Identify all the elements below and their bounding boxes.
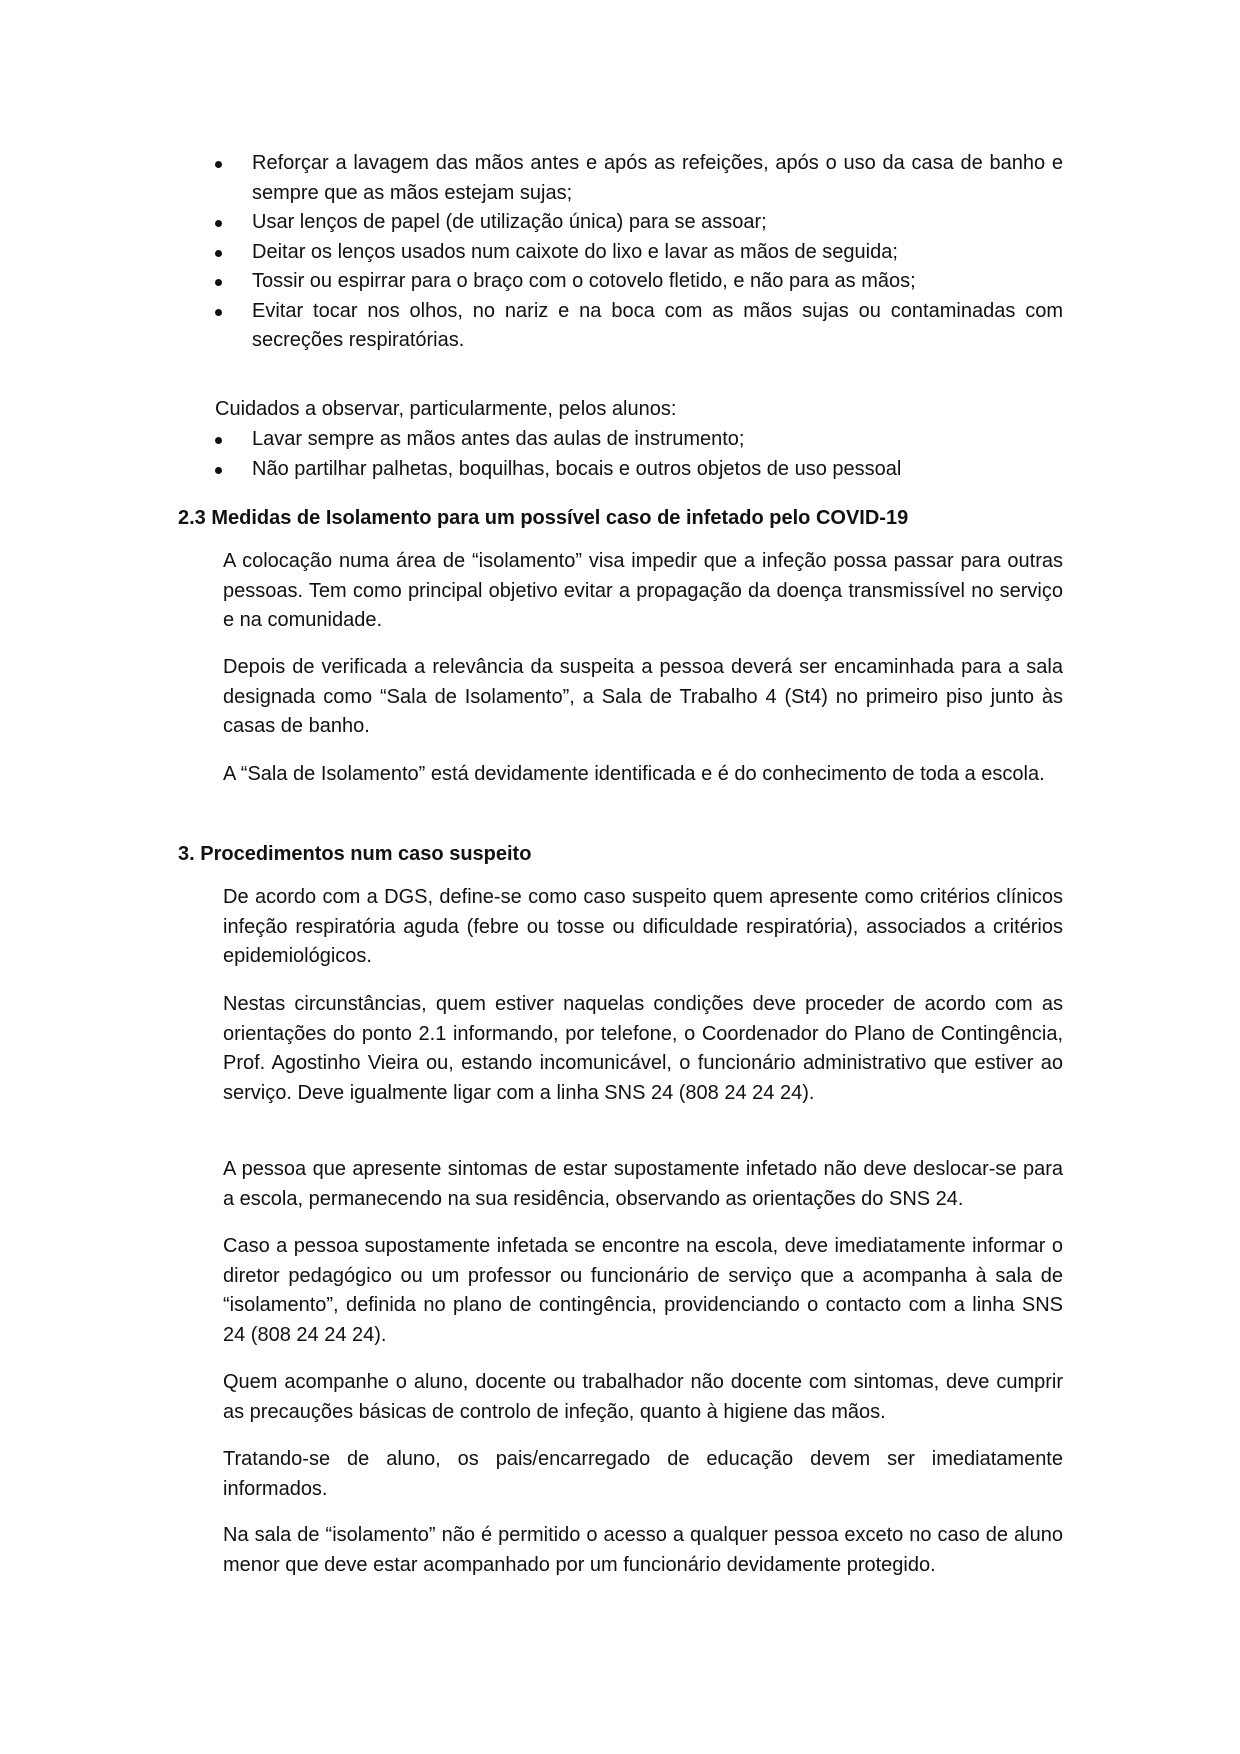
list-item: Usar lenços de papel (de utilização única) para se assoar;	[223, 208, 1063, 238]
students-intro: Cuidados a observar, particularmente, pelos alunos:	[215, 398, 677, 420]
students-bullet-list	[223, 425, 1063, 484]
list-item: Tossir ou espirrar para o braço com o cotovelo fletido, e não para as mãos;	[223, 267, 1063, 297]
section-3-paragraph: A pessoa que apresente sintomas de estar supostamente infetado não deve deslocar-se para a escola, permanecendo na sua residência, observando as orientações do SNS 24.	[223, 1158, 1063, 1210]
section-3-paragraph: Caso a pessoa supostamente infetada se encontre na escola, deve imediatamente informar o diretor pedagógico ou um professor ou funcionário de serviço que a acompanha à sala de “isolamento”, definida no plano de contingência, providenciando o contacto com a linha SNS 24 (808 24 24 24).	[223, 1235, 1063, 1346]
section-3-paragraph: Na sala de “isolamento” não é permitido o acesso a qualquer pessoa exceto no caso de aluno menor que deve estar acompanhado por um funcionário devidamente protegido.	[223, 1524, 1063, 1576]
list-item: Lavar sempre as mãos antes das aulas de instrumento;	[223, 425, 1063, 455]
section-2-3-heading: 2.3 Medidas de Isolamento para um possível caso de infetado pelo COVID-19	[178, 507, 909, 529]
section-3-heading: 3. Procedimentos num caso suspeito	[178, 843, 532, 865]
list-item: Não partilhar palhetas, boquilhas, bocais e outros objetos de uso pessoal	[223, 455, 1063, 485]
section-3-paragraph: Nestas circunstâncias, quem estiver naquelas condições deve proceder de acordo com as orientações do ponto 2.1 informando, por telefone, o Coordenador do Plano de Contingência, Prof. Agostinho Vieira ou, estando incomunicável, o funcionário administrativo que estiver ao serviço. Deve igualmente ligar com a linha SNS 24 (808 24 24 24).	[223, 993, 1063, 1104]
list-item: Evitar tocar nos olhos, no nariz e na boca com as mãos sujas ou contaminadas com secreções respiratórias.	[223, 297, 1063, 356]
list-item: Deitar os lenços usados num caixote do lixo e lavar as mãos de seguida;	[223, 238, 1063, 268]
section-3-paragraph: Quem acompanhe o aluno, docente ou trabalhador não docente com sintomas, deve cumprir as precauções básicas de controlo de infeção, quanto à higiene das mãos.	[223, 1371, 1063, 1423]
section-3-paragraph: Tratando-se de aluno, os pais/encarregado de educação devem ser imediatamente informados.	[223, 1448, 1063, 1500]
section-2-3-paragraph: A colocação numa área de “isolamento” visa impedir que a infeção possa passar para outras pessoas. Tem como principal objetivo evitar a propagação da doença transmissível no serviço e na comunidade.	[223, 550, 1063, 631]
section-3-paragraph: De acordo com a DGS, define-se como caso suspeito quem apresente como critérios clínicos infeção respiratória aguda (febre ou tosse ou dificuldade respiratória), associados a critérios epidemiológicos.	[223, 886, 1063, 967]
hygiene-bullet-list	[223, 149, 1063, 356]
section-2-3-paragraph: A “Sala de Isolamento” está devidamente identificada e é do conhecimento de toda a escola.	[223, 763, 1045, 785]
section-2-3-paragraph: Depois de verificada a relevância da suspeita a pessoa deverá ser encaminhada para a sala designada como “Sala de Isolamento”, a Sala de Trabalho 4 (St4) no primeiro piso junto às casas de banho.	[223, 656, 1063, 737]
list-item: Reforçar a lavagem das mãos antes e após as refeições, após o uso da casa de banho e sempre que as mãos estejam sujas;	[223, 149, 1063, 208]
